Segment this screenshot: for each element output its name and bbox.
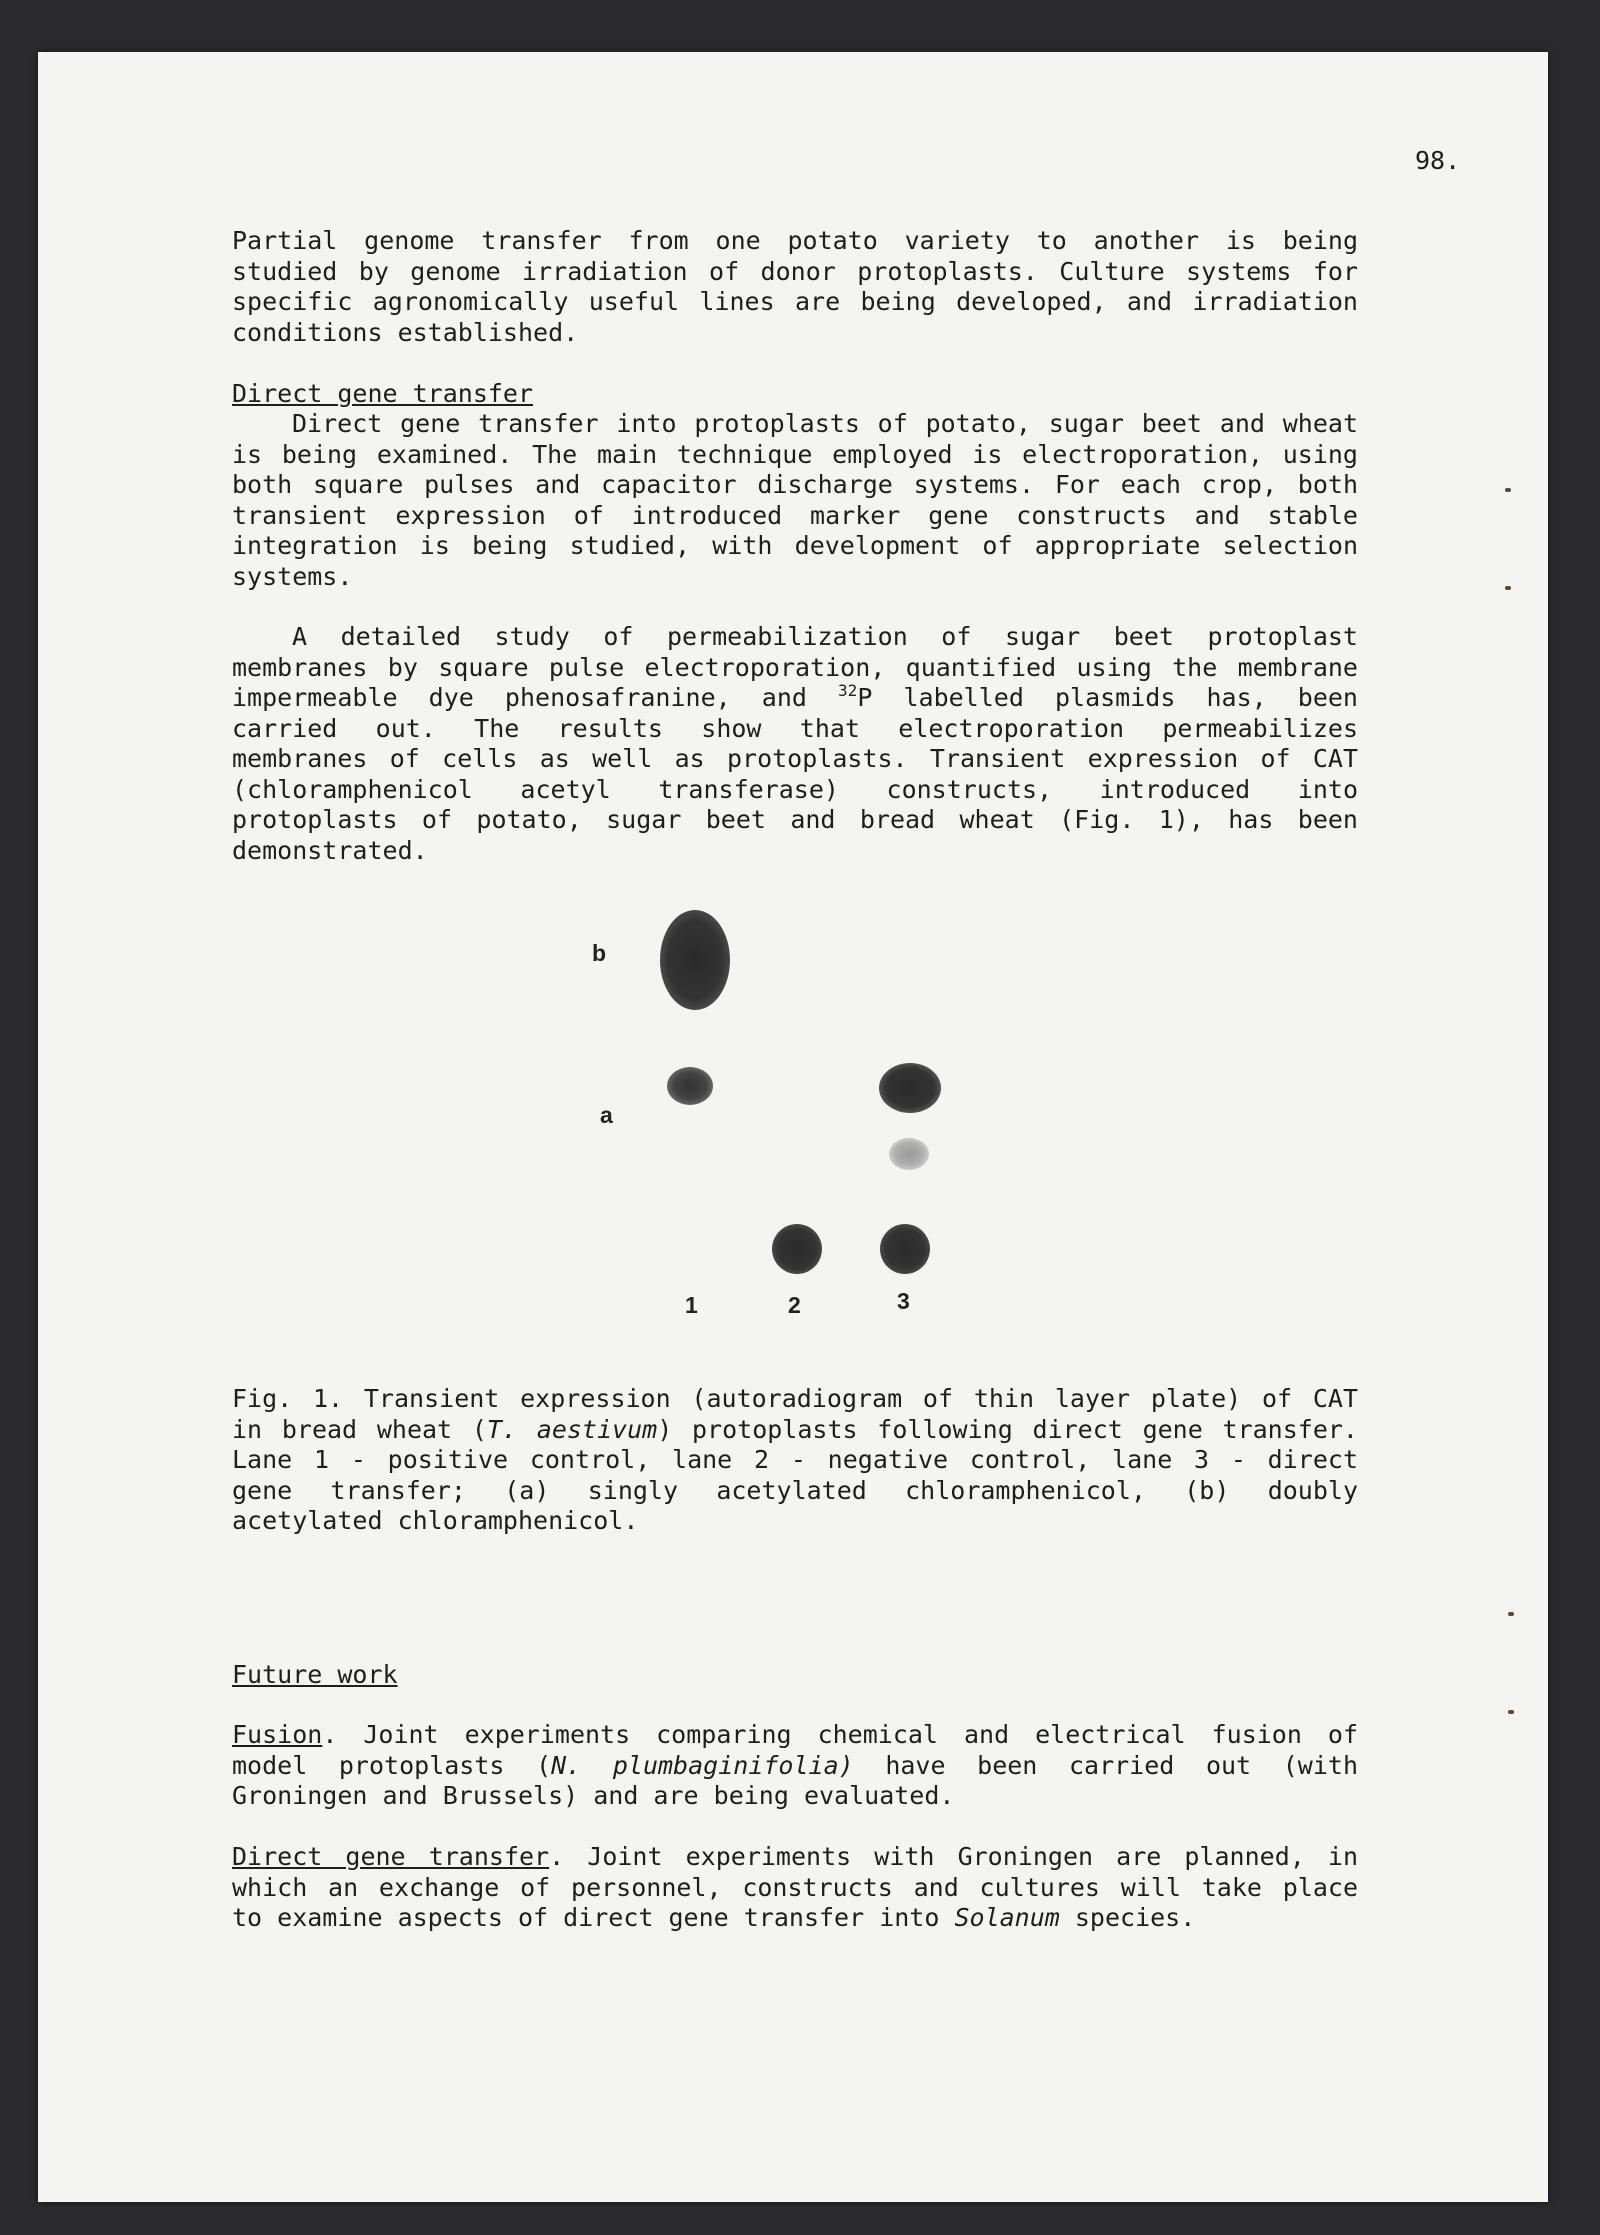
- paragraph-permeabilization: [232, 622, 1358, 866]
- text-line: protoplasts of potato, sugar beet and bread wheat (Fig. 1), has been: [232, 805, 1358, 834]
- text-line: A detailed study of permeabilization of sugar beet protoplast: [292, 622, 1358, 651]
- lane-label-1: 1: [685, 1292, 698, 1318]
- italic-genus: Solanum: [954, 1903, 1060, 1932]
- paragraph-future-direct-gene-transfer: [232, 1842, 1358, 1934]
- spot-lane3-origin: [880, 1224, 930, 1274]
- text-line: systems.: [232, 561, 353, 591]
- text-line: which an exchange of personnel, constructs and cultures will take place: [232, 1872, 1358, 1902]
- text-line: gene transfer; (a) singly acetylated chloramphenicol, (b) doubly: [232, 1475, 1358, 1505]
- text-line: Lane 1 - positive control, lane 2 - negative control, lane 3 - direct: [232, 1445, 1358, 1474]
- text-line: integration is being studied, with development of appropriate selection: [232, 531, 1358, 560]
- section-heading-direct-gene-transfer: [232, 379, 1358, 410]
- spot-lane1-b: [660, 910, 730, 1010]
- autoradiogram-figure: [560, 900, 980, 1340]
- text-line: membranes of cells as well as protoplasts. Transient expression of CAT: [232, 744, 1358, 773]
- heading-text: Future work: [232, 1660, 398, 1689]
- text-line: demonstrated.: [232, 835, 428, 865]
- page-number: 98.: [1415, 146, 1461, 175]
- figure-label-b: b: [592, 940, 607, 966]
- text-line: Fusion. Joint experiments comparing chemical and electrical fusion of: [232, 1720, 1358, 1749]
- text-line: acetylated chloramphenicol.: [232, 1506, 639, 1535]
- text-line: conditions established.: [232, 317, 579, 347]
- text-line: Partial genome transfer from one potato variety to another is being: [232, 226, 1358, 255]
- text-line: is being examined. The main technique employed is electroporation, using: [232, 439, 1358, 469]
- text-line: membranes by square pulse electroporation, quantified using the membrane: [232, 652, 1358, 682]
- spot-lane1-a: [667, 1067, 713, 1105]
- paragraph-direct-gene-transfer: [232, 409, 1358, 592]
- spot-lane2-origin: [772, 1224, 822, 1274]
- heading-text: Direct gene transfer: [232, 379, 534, 408]
- italic-species: T. aestivum: [486, 1414, 658, 1444]
- text-line: studied by genome irradiation of donor protoplasts. Culture systems for: [232, 256, 1358, 286]
- spot-lane3-faint: [889, 1138, 929, 1170]
- text-line: Direct gene transfer into protoplasts of potato, sugar beet and wheat: [292, 409, 1358, 438]
- margin-mark: [1508, 1710, 1514, 1714]
- text-line: in bread wheat (T. aestivum) protoplasts following direct gene transfer.: [232, 1414, 1358, 1444]
- lane-label-2: 2: [788, 1292, 801, 1318]
- spot-lane3-a: [879, 1063, 941, 1113]
- text-line: Direct gene transfer. Joint experiments with Groningen are planned, in: [232, 1842, 1358, 1871]
- text-line: Fig. 1. Transient expression (autoradiogram of thin layer plate) of CAT: [232, 1384, 1358, 1413]
- text-line: transient expression of introduced marker gene constructs and stable: [232, 500, 1358, 530]
- text-line: (chloramphenicol acetyl transferase) constructs, introduced into: [232, 774, 1358, 804]
- text-line: carried out. The results show that electroporation permeabilizes: [232, 713, 1358, 743]
- text-line: both square pulses and capacitor discharge systems. For each crop, both: [232, 470, 1358, 499]
- text-line: impermeable dye phenosafranine, and $^{32}$P labelled plasmids has, been: [232, 681, 1358, 712]
- text-line: to examine aspects of direct gene transfer into Solanum species.: [232, 1903, 1196, 1932]
- margin-mark: [1508, 1612, 1514, 1616]
- text-line: Groningen and Brussels) and are being evaluated.: [232, 1781, 955, 1810]
- section-heading-future-work: [232, 1660, 1358, 1691]
- margin-mark: [1505, 488, 1511, 492]
- figure-label-a: a: [600, 1102, 613, 1128]
- text-line: model protoplasts (N. plumbaginifolia) have been carried out (with: [232, 1750, 1358, 1780]
- text-line: specific agronomically useful lines are being developed, and irradiation: [232, 287, 1358, 316]
- italic-species: N. plumbaginifolia): [551, 1750, 854, 1780]
- superscript-32: 32: [838, 681, 858, 700]
- paragraph-genome-transfer: [232, 226, 1358, 348]
- paragraph-fusion: [232, 1720, 1358, 1812]
- lane-label-3: 3: [897, 1288, 910, 1314]
- figure-caption: [232, 1384, 1358, 1537]
- margin-mark: [1505, 586, 1511, 590]
